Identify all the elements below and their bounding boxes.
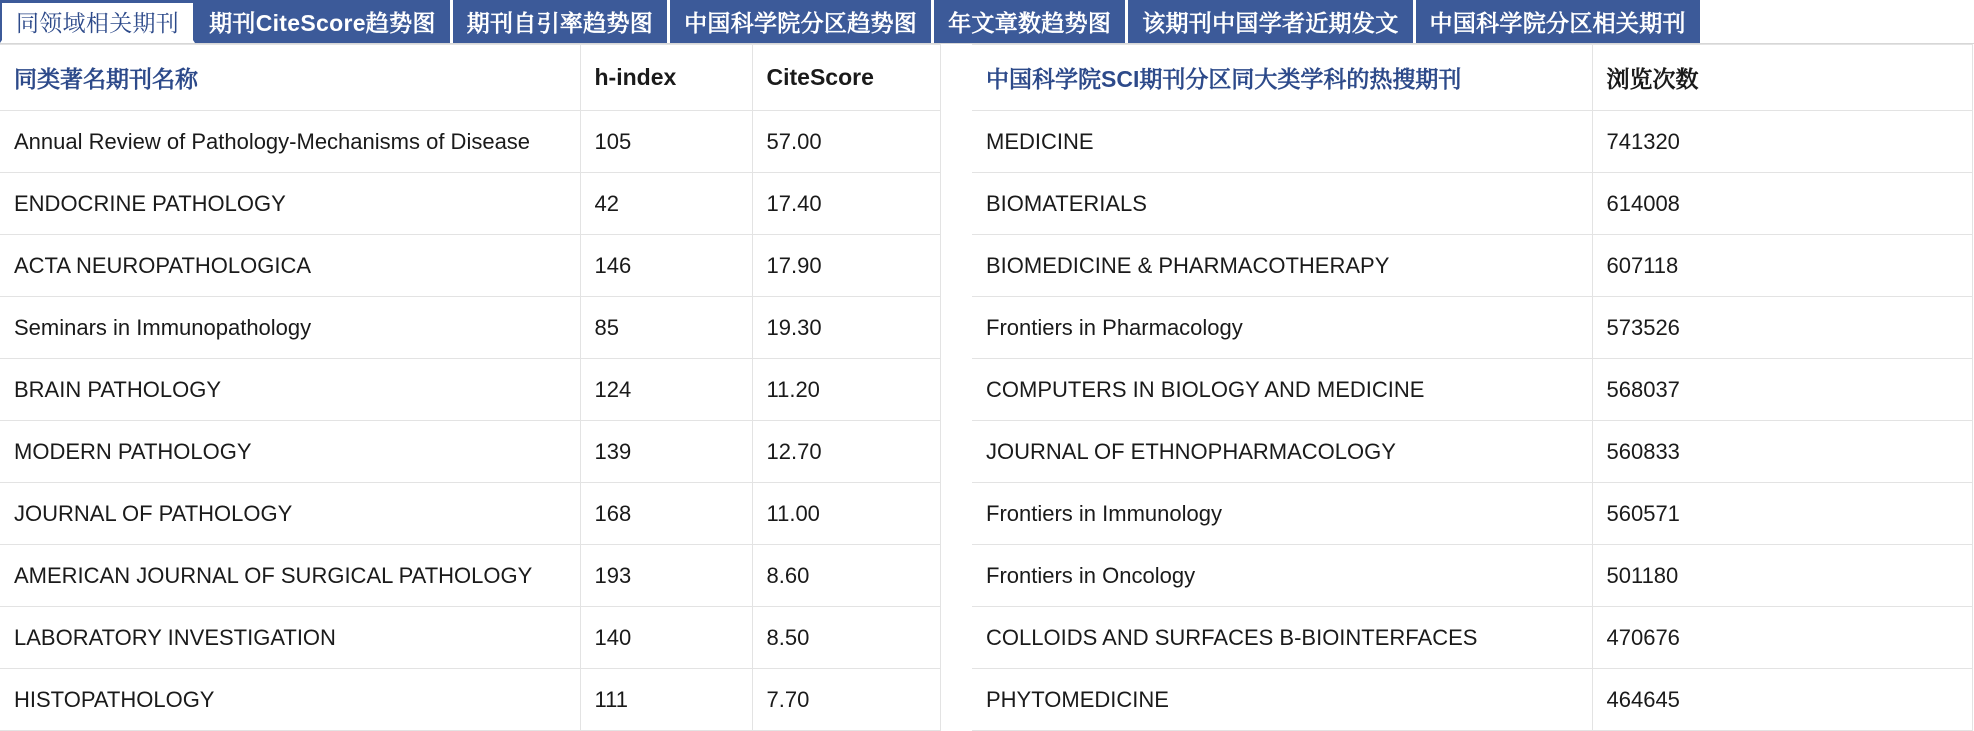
table-row[interactable] <box>0 297 940 359</box>
metric-cell: 560833 <box>1592 421 1972 483</box>
tab-6[interactable]: 中国科学院分区相关期刊 <box>1416 0 1700 43</box>
metric-cell: 85 <box>580 297 752 359</box>
metric-cell: 573526 <box>1592 297 1972 359</box>
table-row[interactable] <box>972 483 1972 545</box>
table-row[interactable] <box>0 421 940 483</box>
tab-1[interactable]: 期刊CiteScore趋势图 <box>195 0 453 43</box>
journal-name-cell: BRAIN PATHOLOGY <box>0 359 580 421</box>
hot-journals-table <box>972 44 1973 731</box>
hot-journals-panel <box>972 44 1972 731</box>
journal-name-cell: Frontiers in Oncology <box>972 545 1592 607</box>
journal-name-cell: MODERN PATHOLOGY <box>0 421 580 483</box>
table-row[interactable] <box>972 297 1972 359</box>
table-row[interactable] <box>972 669 1972 731</box>
metric-cell: 470676 <box>1592 607 1972 669</box>
table-row[interactable] <box>0 607 940 669</box>
metric-cell: 11.00 <box>752 483 940 545</box>
metric-cell: 42 <box>580 173 752 235</box>
column-header-1: h-index <box>580 45 752 111</box>
journal-name-cell: COMPUTERS IN BIOLOGY AND MEDICINE <box>972 359 1592 421</box>
journal-name-cell: BIOMATERIALS <box>972 173 1592 235</box>
table-row[interactable] <box>972 173 1972 235</box>
metric-cell: 8.60 <box>752 545 940 607</box>
tab-2[interactable]: 期刊自引率趋势图 <box>453 0 670 43</box>
journal-name-cell: Annual Review of Pathology-Mechanisms of Disease <box>0 111 580 173</box>
metric-cell: 464645 <box>1592 669 1972 731</box>
metric-cell: 17.40 <box>752 173 940 235</box>
metric-cell: 105 <box>580 111 752 173</box>
column-header-2: CiteScore <box>752 45 940 111</box>
table-row[interactable] <box>0 545 940 607</box>
table-row[interactable] <box>972 111 1972 173</box>
metric-cell: 8.50 <box>752 607 940 669</box>
tab-3[interactable]: 中国科学院分区趋势图 <box>670 0 934 43</box>
metric-cell: 168 <box>580 483 752 545</box>
journal-name-cell: JOURNAL OF PATHOLOGY <box>0 483 580 545</box>
table-row[interactable] <box>972 545 1972 607</box>
metric-cell: 111 <box>580 669 752 731</box>
table-row[interactable] <box>972 359 1972 421</box>
journal-name-cell: BIOMEDICINE & PHARMACOTHERAPY <box>972 235 1592 297</box>
metric-cell: 140 <box>580 607 752 669</box>
metric-cell: 139 <box>580 421 752 483</box>
metric-cell: 193 <box>580 545 752 607</box>
tab-5[interactable]: 该期刊中国学者近期发文 <box>1128 0 1415 43</box>
journal-name-cell: Frontiers in Pharmacology <box>972 297 1592 359</box>
metric-cell: 17.90 <box>752 235 940 297</box>
table-row[interactable] <box>972 421 1972 483</box>
journal-name-cell: MEDICINE <box>972 111 1592 173</box>
journal-name-cell: JOURNAL OF ETHNOPHARMACOLOGY <box>972 421 1592 483</box>
journal-name-cell: HISTOPATHOLOGY <box>0 669 580 731</box>
metric-cell: 560571 <box>1592 483 1972 545</box>
metric-cell: 12.70 <box>752 421 940 483</box>
table-row[interactable] <box>0 483 940 545</box>
journal-name-cell: ACTA NEUROPATHOLOGICA <box>0 235 580 297</box>
metric-cell: 607118 <box>1592 235 1972 297</box>
related-journals-panel <box>0 44 940 731</box>
metric-cell: 614008 <box>1592 173 1972 235</box>
tab-4[interactable]: 年文章数趋势图 <box>934 0 1128 43</box>
journal-name-cell: PHYTOMEDICINE <box>972 669 1592 731</box>
journal-name-cell: Frontiers in Immunology <box>972 483 1592 545</box>
table-row[interactable] <box>972 607 1972 669</box>
column-header-0: 中国科学院SCI期刊分区同大类学科的热搜期刊 <box>972 45 1592 111</box>
table-row[interactable] <box>972 235 1972 297</box>
table-row[interactable] <box>0 359 940 421</box>
journal-name-cell: Seminars in Immunopathology <box>0 297 580 359</box>
table-row[interactable] <box>0 669 940 731</box>
table-header-row <box>0 45 940 111</box>
metric-cell: 57.00 <box>752 111 940 173</box>
metric-cell: 19.30 <box>752 297 940 359</box>
metric-cell: 11.20 <box>752 359 940 421</box>
tab-0[interactable]: 同领域相关期刊 <box>0 0 195 43</box>
journal-name-cell: ENDOCRINE PATHOLOGY <box>0 173 580 235</box>
metric-cell: 7.70 <box>752 669 940 731</box>
table-header-row <box>972 45 1972 111</box>
metric-cell: 568037 <box>1592 359 1972 421</box>
table-row[interactable] <box>0 235 940 297</box>
metric-cell: 501180 <box>1592 545 1972 607</box>
column-header-1: 浏览次数 <box>1592 45 1972 111</box>
table-row[interactable] <box>0 111 940 173</box>
metric-cell: 124 <box>580 359 752 421</box>
column-header-0: 同类著名期刊名称 <box>0 45 580 111</box>
related-journals-table <box>0 44 941 731</box>
journal-name-cell: AMERICAN JOURNAL OF SURGICAL PATHOLOGY <box>0 545 580 607</box>
metric-cell: 146 <box>580 235 752 297</box>
journal-name-cell: COLLOIDS AND SURFACES B-BIOINTERFACES <box>972 607 1592 669</box>
tab-bar <box>0 0 1974 44</box>
table-row[interactable] <box>0 173 940 235</box>
journal-name-cell: LABORATORY INVESTIGATION <box>0 607 580 669</box>
content-area <box>0 44 1974 731</box>
metric-cell: 741320 <box>1592 111 1972 173</box>
